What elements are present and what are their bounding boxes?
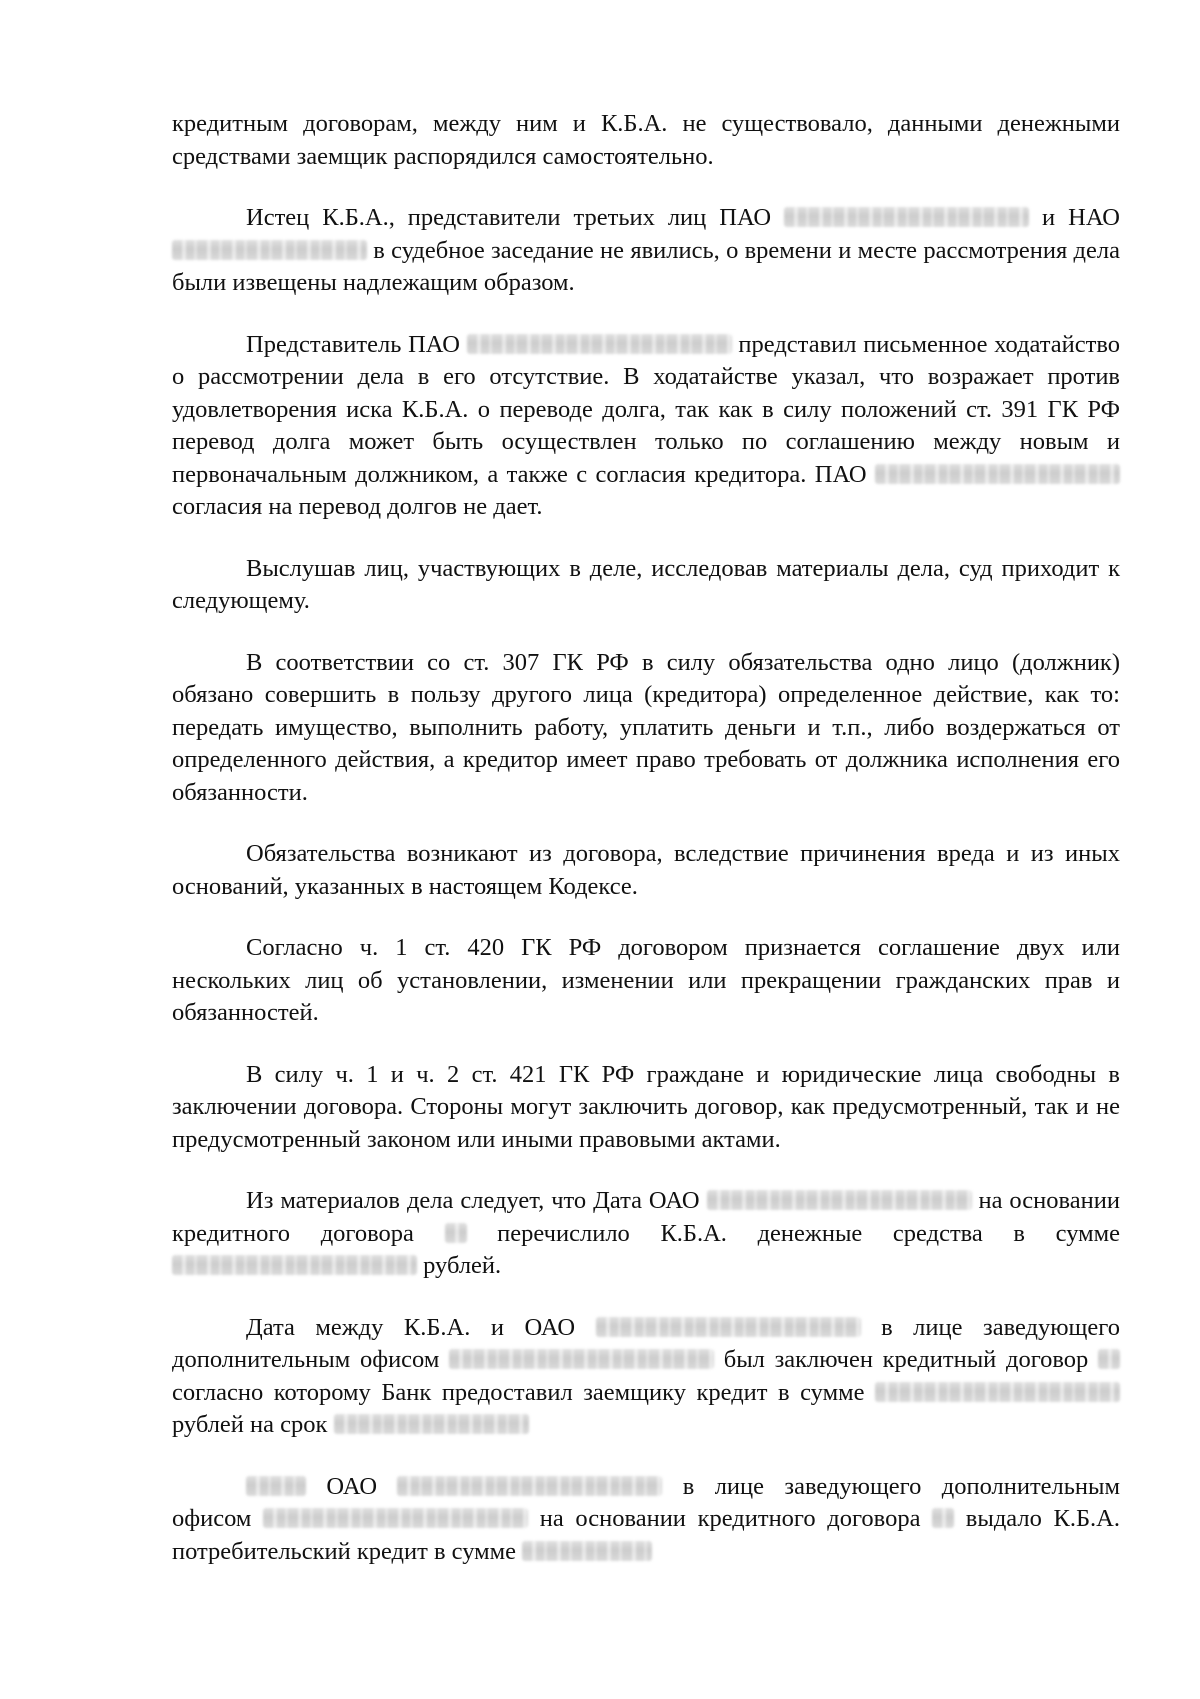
redacted-company-name <box>784 207 1029 227</box>
paragraph-9-text-1: Из материалов дела следует, что Дата ОАО <box>246 1187 707 1214</box>
paragraph-3-text-2: представил письменное ходатайство о рассмотрении дела в его отсутствие. В ходатайстве указал, что возражает против удовлетворения иска К.Б.А. о переводе долга, так как в силу положений ст. 391 ГК РФ перевод долга может быть осуществлен только по соглашению между новым и первоначальным должником, а также с согласия кредитора. ПАО <box>172 330 1121 488</box>
redacted-company-name <box>707 1190 972 1210</box>
paragraph-8-text: В силу ч. 1 и ч. 2 ст. 421 ГК РФ граждане и юридические лица свободны в заключении договора. Стороны могут заключить договор, как предусмотренный, так и не предусмотренный законом или иными правовыми актами. <box>172 1060 1120 1153</box>
redacted-company-name <box>397 1476 662 1496</box>
paragraph-11-text-3: в лице заведующего дополнительным офисом <box>172 1472 1120 1532</box>
redacted-date <box>246 1476 306 1496</box>
document-page <box>172 108 1120 1597</box>
paragraph-10-text-1: Дата между К.Б.А. и ОАО <box>246 1313 596 1341</box>
redacted-contract-number <box>1098 1349 1120 1369</box>
paragraph-10-text-2: в лице заведующего дополнительным офисом <box>172 1313 1120 1373</box>
paragraph-8 <box>172 1059 1120 1157</box>
paragraph-2 <box>172 202 1120 300</box>
paragraph-5-text: В соответствии со ст. 307 ГК РФ в силу обязательства одно лицо (должник) обязано совершить в пользу другого лица (кредитора) определенное действие, как то: передать имущество, выполнить работу, уплатить деньги и т.п., либо воздержаться от определенного действия, а кредитор имеет право требовать от должника исполнения его обязанности. <box>172 648 1120 806</box>
paragraph-4 <box>172 553 1120 618</box>
paragraph-9 <box>172 1185 1120 1283</box>
paragraph-11-text-4: на основании кредитного договора <box>528 1505 933 1532</box>
redacted-term <box>334 1414 529 1434</box>
redacted-office-name <box>263 1508 528 1528</box>
redacted-company-name <box>875 464 1120 484</box>
paragraph-3-text-1: Представитель ПАО <box>246 330 467 358</box>
paragraph-1 <box>172 108 1120 173</box>
paragraph-1-text: кредитным договорам, между ним и К.Б.А. не существовало, данными денежными средствами заемщик распорядился самостоятельно. <box>172 110 1120 170</box>
paragraph-11-text-2: ОАО <box>306 1472 398 1500</box>
redacted-amount <box>172 1255 417 1275</box>
redacted-company-name <box>467 334 732 354</box>
redacted-amount <box>522 1541 652 1561</box>
redacted-company-name <box>172 240 367 260</box>
paragraph-9-text-2: на основании кредитного договора <box>172 1187 1120 1247</box>
paragraph-2-text-2: и НАО <box>1029 204 1120 231</box>
paragraph-10-text-3: был заключен кредитный договор <box>714 1346 1098 1373</box>
paragraph-10-text-4: согласно которому Банк предоставил заемщику кредит в сумме <box>172 1378 875 1406</box>
paragraph-10 <box>172 1312 1120 1442</box>
paragraph-2-text-3: в судебное заседание не явились, о времени и месте рассмотрения дела были извещены надлежащим образом. <box>172 236 1120 296</box>
redacted-company-name <box>596 1317 861 1337</box>
paragraph-10-text-5: рублей на срок <box>172 1411 334 1438</box>
redacted-contract-number <box>445 1223 467 1243</box>
paragraph-6 <box>172 838 1120 903</box>
paragraph-2-text-1: Истец К.Б.А., представители третьих лиц ПАО <box>246 204 785 231</box>
redacted-office-name <box>449 1349 714 1369</box>
redacted-amount <box>875 1382 1120 1402</box>
paragraph-9-text-3: перечислило К.Б.А. денежные средства в сумме <box>466 1219 1121 1247</box>
paragraph-5 <box>172 647 1120 810</box>
paragraph-7-text: Согласно ч. 1 ст. 420 ГК РФ договором признается соглашение двух или нескольких лиц об установлении, изменении или прекращении гражданских прав и обязанностей. <box>172 934 1120 1026</box>
paragraph-3-text-3: согласия на перевод долгов не дает. <box>172 493 543 520</box>
paragraph-3 <box>172 329 1120 524</box>
redacted-contract-number <box>932 1508 954 1528</box>
paragraph-11-text-5: выдало К.Б.А. потребительский кредит в сумме <box>172 1505 1120 1565</box>
paragraph-6-text: Обязательства возникают из договора, вследствие причинения вреда и из иных оснований, указанных в настоящем Кодексе. <box>172 840 1120 900</box>
paragraph-11 <box>172 1471 1120 1569</box>
paragraph-9-text-4: рублей. <box>417 1252 502 1279</box>
paragraph-4-text: Выслушав лиц, участвующих в деле, исследовав материалы дела, суд приходит к следующему. <box>172 554 1120 614</box>
paragraph-7 <box>172 932 1120 1030</box>
